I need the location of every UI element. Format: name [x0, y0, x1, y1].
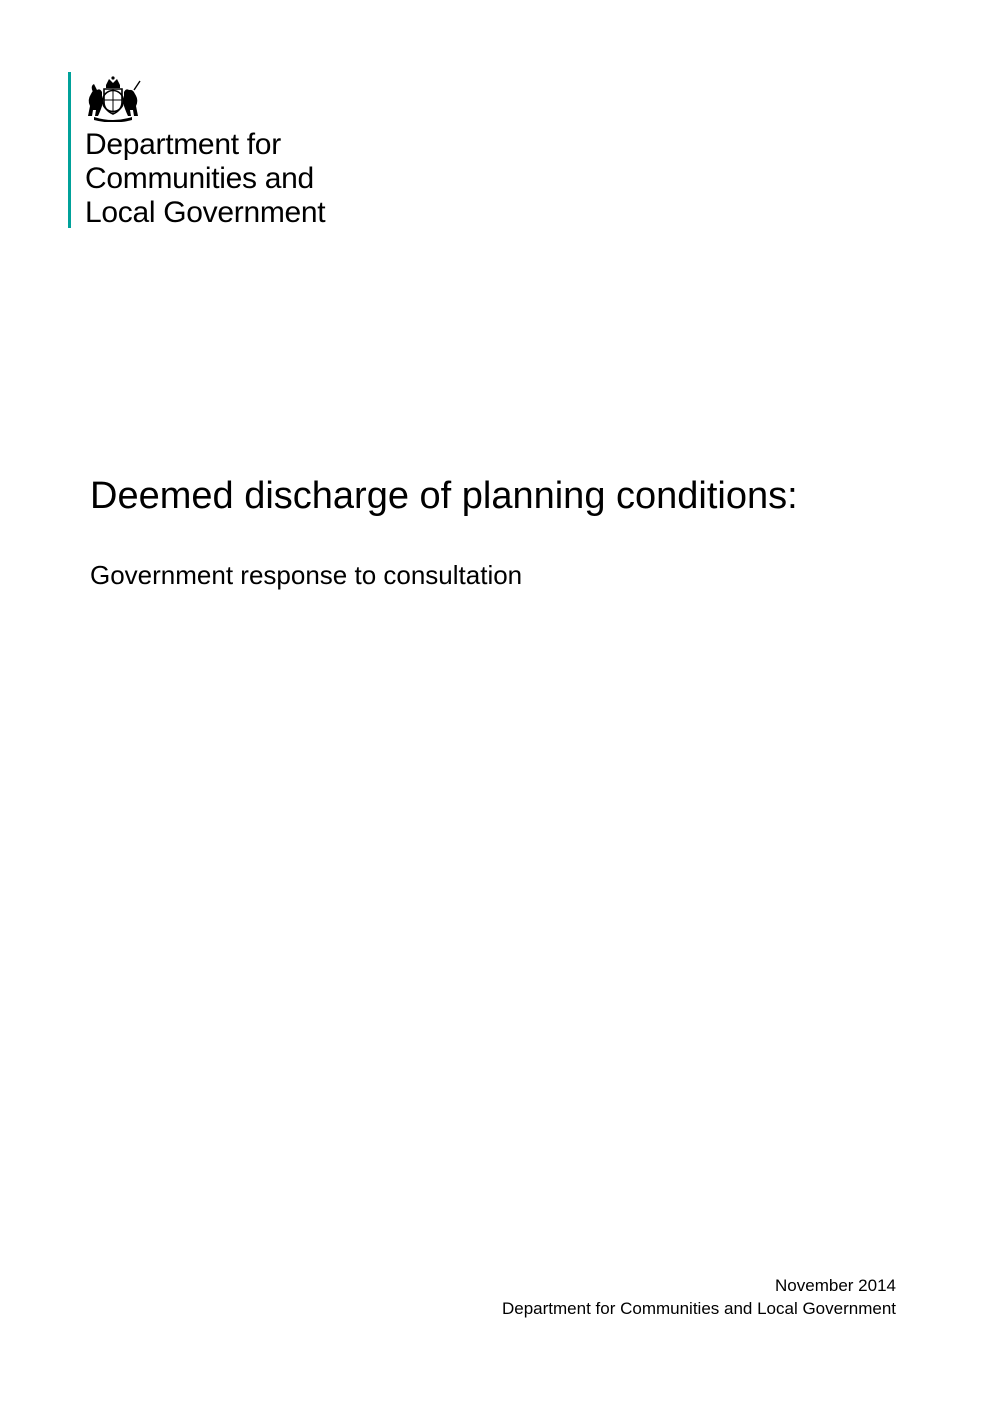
publisher-name: Department for Communities and Local Government	[501, 1299, 896, 1318]
publication-footer	[502, 1274, 896, 1320]
department-name	[85, 128, 325, 230]
department-name-line-2: Communities and	[85, 162, 314, 195]
royal-coat-of-arms-icon	[84, 76, 142, 122]
department-logo	[68, 72, 368, 228]
department-name-line-3: Local Government	[85, 196, 326, 229]
publication-date: November 2014	[775, 1276, 896, 1295]
department-name-line-1: Department for	[85, 128, 281, 161]
logo-accent-bar	[68, 72, 71, 228]
document-title: Deemed discharge of planning conditions:	[90, 475, 798, 517]
document-subtitle: Government response to consultation	[90, 560, 523, 590]
